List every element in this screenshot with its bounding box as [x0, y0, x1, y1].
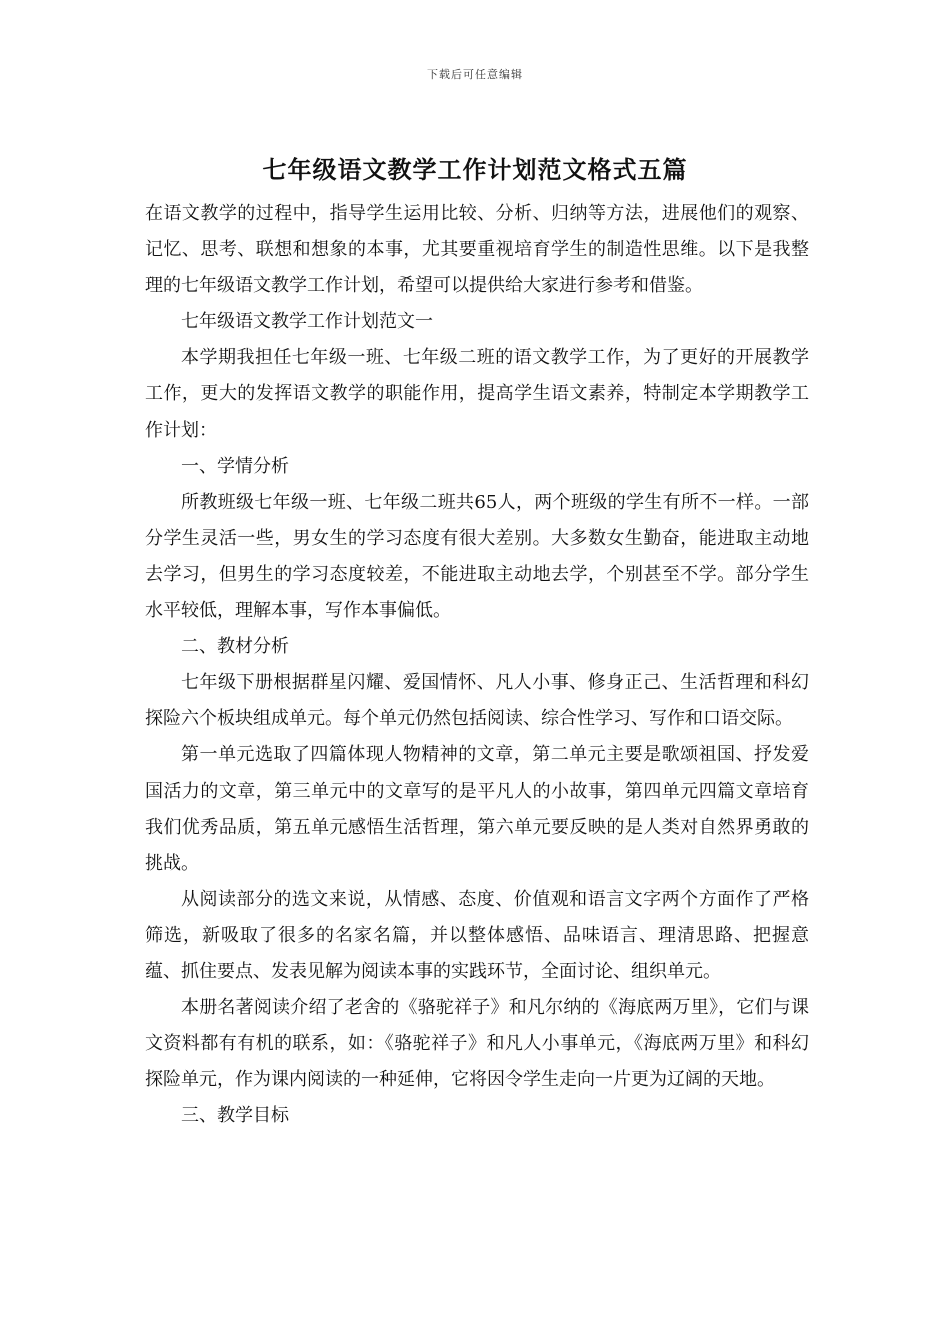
paragraph-student-analysis: 所教班级七年级一班、七年级二班共65人，两个班级的学生有所不一样。一部分学生灵活一些，男女生的学习态度有很大差别。大多数女生勤奋，能进取主动地去学习，但男生的学习态度较差，不能进取主动地去学，个别甚至不学。部分学生水平较低，理解本事，写作本事偏低。	[145, 491, 809, 622]
paragraph-classic-reading: 本册名著阅读介绍了老舍的《骆驼祥子》和凡尔纳的《海底两万里》，它们与课文资料都有有机的联系，如：《骆驼祥子》和凡人小事单元，《海底两万里》和科幻探险单元，作为课内阅读的一种延伸，它将因令学生走向一片更为辽阔的天地。	[145, 997, 809, 1091]
paragraph-intro: 在语文教学的过程中，指导学生运用比较、分析、归纳等方法，进展他们的观察、记忆、思考、联想和想象的本事，尤其要重视培育学生的制造性思维。以下是我整理的七年级语文教学工作计划，希望可以提供给大家进行参考和借鉴。	[145, 203, 809, 297]
paragraph-unit-contents: 第一单元选取了四篇体现人物精神的文章，第二单元主要是歌颂祖国、抒发爱国活力的文章，第三单元中的文章写的是平凡人的小故事，第四单元四篇文章培育我们优秀品质，第五单元感悟生活哲理，第六单元要反映的是人类对自然界勇敢的挑战。	[145, 744, 809, 874]
paragraph-plan-intro: 本学期我担任七年级一班、七年级二班的语文教学工作，为了更好的开展教学工作，更大的发挥语文教学的职能作用，提高学生语文素养，特制定本学期教学工作计划：	[145, 347, 809, 441]
section-heading-textbook-analysis: 二、教材分析	[181, 636, 289, 658]
section-heading-plan-one: 七年级语文教学工作计划范文一	[181, 311, 433, 333]
document-title: 七年级语文教学工作计划范文格式五篇	[262, 155, 688, 184]
paragraph-textbook-units: 七年级下册根据群星闪耀、爱国情怀、凡人小事、修身正己、生活哲理和科幻探险六个板块组成单元。每个单元仍然包括阅读、综合性学习、写作和口语交际。	[145, 672, 809, 730]
header-note: 下载后可任意编辑	[427, 68, 523, 81]
section-heading-teaching-goals: 三、教学目标	[181, 1105, 289, 1127]
document-body	[145, 196, 809, 1134]
section-heading-student-analysis: 一、学情分析	[181, 455, 289, 477]
paragraph-reading-selection: 从阅读部分的选文来说，从情感、态度、价值观和语言文字两个方面作了严格筛选，新吸取了很多的名家名篇，并以整体感悟、品味语言、理清思路、把握意蕴、抓住要点、发表见解为阅读本事的实践环节，全面讨论、组织单元。	[145, 888, 809, 982]
